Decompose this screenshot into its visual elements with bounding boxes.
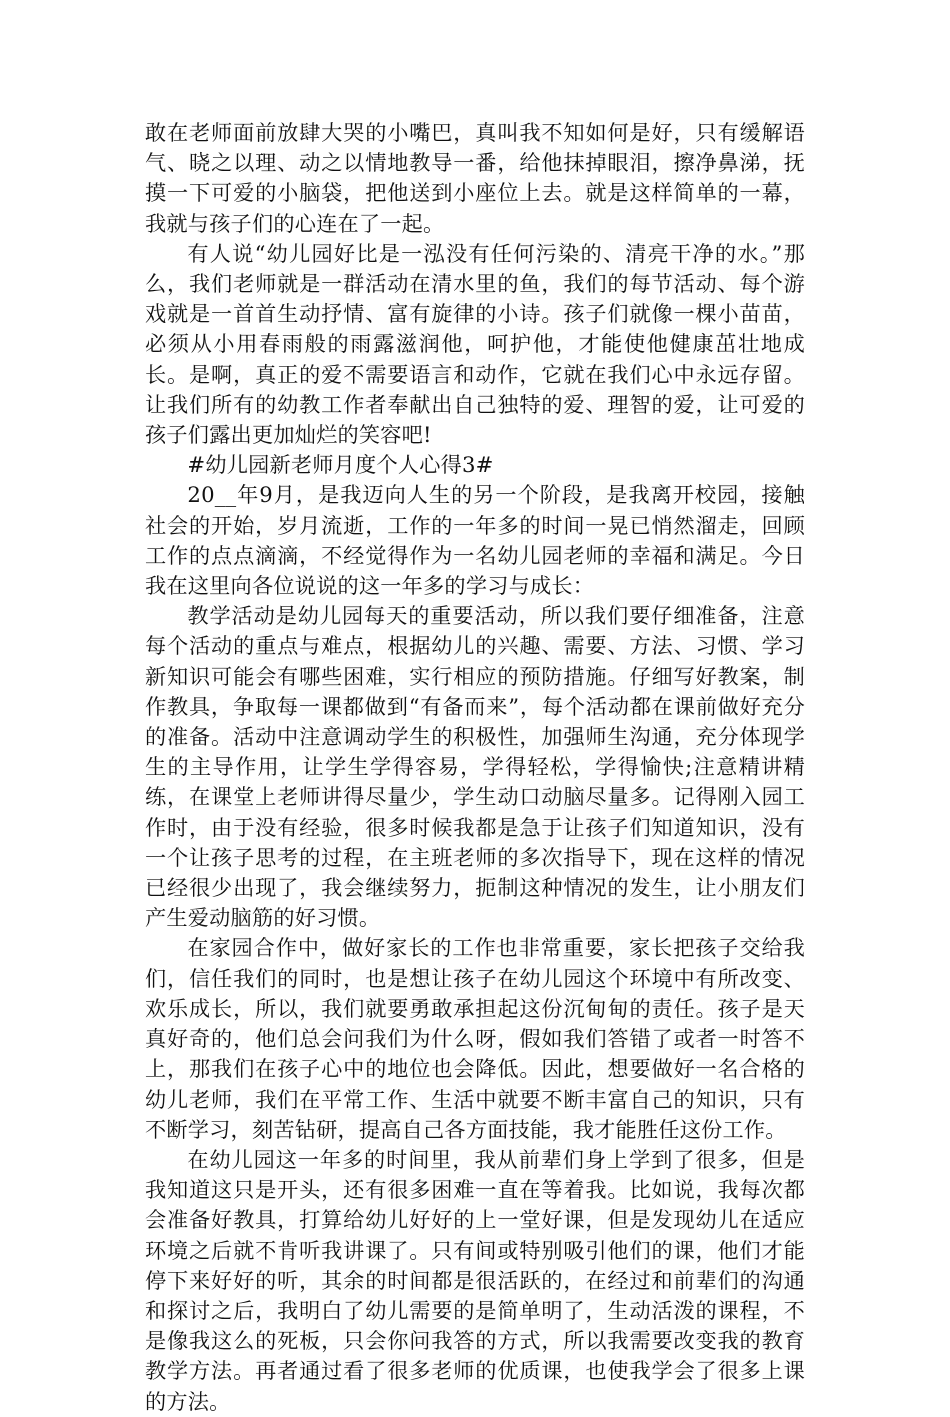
paragraph-3: 20__年9月，是我迈向人生的另一个阶段，是我离开校园，接触社会的开始，岁月流逝，工作的一年多的时间一晃已悄然溜走，回顾工作的点点滴滴，不经觉得作为一名幼儿园老师的幸福和满足。今日我在这里向各位说说的这一年多的学习与成长： bbox=[145, 482, 805, 599]
document-page bbox=[145, 118, 805, 1417]
section-heading: #幼儿园新老师月度个人心得3# bbox=[187, 452, 494, 478]
paragraph-5: 在家园合作中，做好家长的工作也非常重要，家长把孩子交给我们，信任我们的同时，也是想让孩子在幼儿园这个环境中有所改变、欢乐成长，所以，我们就要勇敢承担起这份沉甸甸的责任。孩子是天真好奇的，他们总会问我们为什么呀，假如我们答错了或者一时答不上，那我们在孩子心中的地位也会降低。因此，想要做好一名合格的幼儿老师，我们在平常工作、生活中就要不断丰富自己的知识，只有不断学习，刻苦钻研，提高自己各方面技能，我才能胜任这份工作。 bbox=[145, 935, 805, 1142]
paragraph-6: 在幼儿园这一年多的时间里，我从前辈们身上学到了很多，但是我知道这只是开头，还有很多困难一直在等着我。比如说，我每次都会准备好教具，打算给幼儿好好的上一堂好课，但是发现幼儿在适应环境之后就不肯听我讲课了。只有间或特别吸引他们的课，他们才能停下来好好的听，其余的时间都是很活跃的，在经过和前辈们的沟通和探讨之后，我明白了幼儿需要的是简单明了，生动活泼的课程，不是像我这么的死板，只会你问我答的方式，所以我需要改变我的教育教学方法。再者通过看了很多老师的优质课，也使我学会了很多上课的方法。 bbox=[145, 1146, 805, 1414]
paragraph-4: 教学活动是幼儿园每天的重要活动，所以我们要仔细准备，注意每个活动的重点与难点，根据幼儿的兴趣、需要、方法、习惯、学习新知识可能会有哪些困难，实行相应的预防措施。仔细写好教案，制作教具，争取每一课都做到“有备而来”，每个活动都在课前做好充分的准备。活动中注意调动学生的积极性，加强师生沟通，充分体现学生的主导作用，让学生学得容易，学得轻松，学得愉快;注意精讲精练，在课堂上老师讲得尽量少，学生动口动脑尽量多。记得刚入园工作时，由于没有经验，很多时候我都是急于让孩子们知道知识，没有一个让孩子思考的过程，在主班老师的多次指导下，现在这样的情况已经很少出现了，我会继续努力，扼制这种情况的发生，让小朋友们产生爱动脑筋的好习惯。 bbox=[145, 603, 805, 931]
paragraph-2: 有人说“幼儿园好比是一泓没有任何污染的、清亮干净的水。”那么，我们老师就是一群活动在清水里的鱼，我们的每节活动、每个游戏就是一首首生动抒情、富有旋律的小诗。孩子们就像一棵小苗苗，必须从小用春雨般的雨露滋润他，呵护他，才能使他健康茁壮地成长。是啊，真正的爱不需要语言和动作，它就在我们心中永远存留。让我们所有的幼教工作者奉献出自己独特的爱、理智的爱，让可爱的孩子们露出更加灿烂的笑容吧! bbox=[145, 240, 805, 448]
paragraph-1: 敢在老师面前放肆大哭的小嘴巴，真叫我不知如何是好，只有缓解语气、晓之以理、动之以情地教导一番，给他抹掉眼泪，擦净鼻涕，抚摸一下可爱的小脑袋，把他送到小座位上去。就是这样简单的一幕，我就与孩子们的心连在了一起。 bbox=[145, 120, 805, 236]
